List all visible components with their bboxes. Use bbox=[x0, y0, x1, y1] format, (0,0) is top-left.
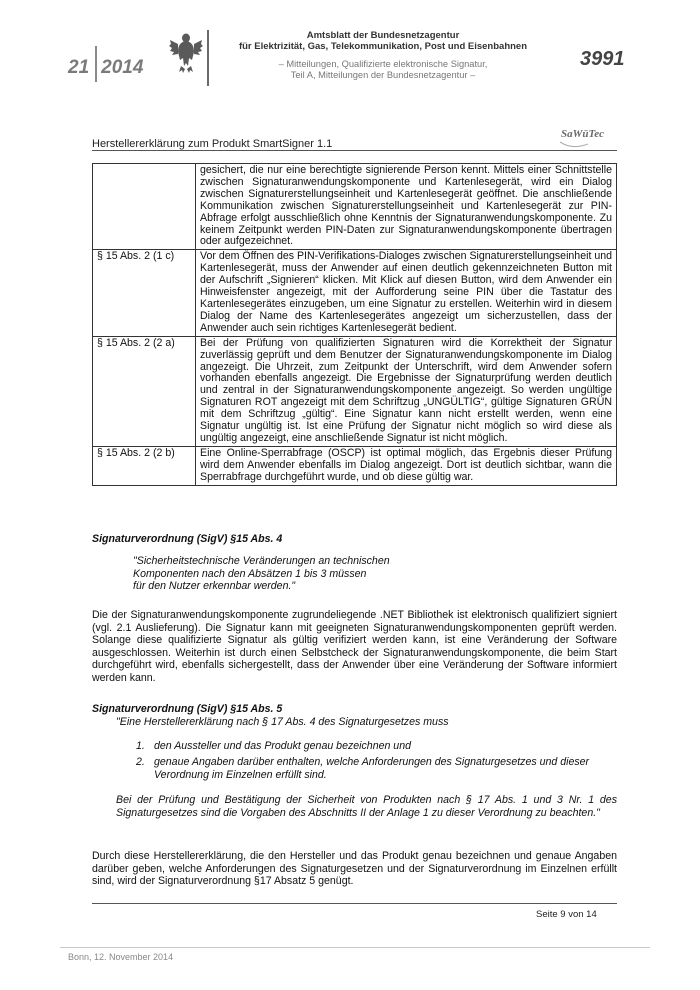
issue-label bbox=[68, 50, 143, 86]
paragraph-sigv-15-5: Durch diese Herstellererklärung, die den Hersteller und das Produkt genau bezeichnen und genaue Angaben darüber geben, welche Anforderungen des Signaturgesetzen und der Signaturverordnung im Einzelnen erfüllt sind, wird der Signaturverordnung §17 Absatz 5 genügt. bbox=[92, 850, 617, 887]
footer-rule bbox=[92, 903, 617, 904]
document-title: Herstellererklärung zum Produkt SmartSigner 1.1 bbox=[92, 138, 333, 150]
section-line-2: Teil A, Mitteilungen der Bundesnetzagentur – bbox=[290, 70, 476, 80]
issue-separator bbox=[95, 46, 97, 82]
quote-sigv-15-4 bbox=[133, 555, 390, 593]
quote-line: "Sicherheitstechnische Veränderungen an technischen bbox=[133, 555, 390, 567]
table-cell-text: Vor dem Öffnen des PIN-Verifikations-Dialoges zwischen Signaturerstellungseinheit und Kartenlesegerät, muss der Anwender auf einen deutlich gekennzeichneten Button mit der Aufschrift „Signieren“ klicken. Mit Klick auf diesen Button, wird dem Anwender ein Hinweisfenster angezeigt, mit der Aufforderung seine PIN über die Tastatur des Kartenlesegerätes einzugeben, um eine Signatur zu erstellen. Weiterhin wird in diesem Dialog der Name des Kartenlesegerätes angezeigt um sicherzustellen, dass der Anwender auch sein richtiges Kartenlesegerät bedient. bbox=[196, 250, 617, 336]
header-rule bbox=[92, 150, 617, 151]
list-item bbox=[136, 740, 617, 753]
list-item-text: genaue Angaben darüber enthalten, welche Anforderungen des Signaturgesetzes und dieser Verordnung im Einzelnen erfüllt sind. bbox=[154, 756, 590, 781]
table-row bbox=[93, 336, 617, 446]
section-heading-sigv-15-4: Signaturverordnung (SigV) §15 Abs. 4 bbox=[92, 533, 283, 545]
issue-year: 2014 bbox=[101, 57, 144, 79]
list-item-number: 2. bbox=[136, 756, 145, 768]
table-cell-ref: § 15 Abs. 2 (1 c) bbox=[93, 250, 196, 336]
logo-text: SaWüTec bbox=[561, 128, 604, 140]
sawutec-logo-icon bbox=[558, 124, 610, 150]
table-cell-ref bbox=[93, 164, 196, 250]
page-of-label: Seite 9 von 14 bbox=[536, 909, 597, 920]
footer-divider bbox=[60, 947, 650, 948]
federal-eagle-icon bbox=[168, 30, 204, 74]
list-item-text: den Aussteller und das Produkt genau bezeichnen und bbox=[154, 740, 411, 752]
table-cell-text: gesichert, die nur eine berechtigte signierende Person kennt. Mittels einer Schnittstelle zwischen Signaturanwendungskomponente und Kartenlesegerät, wird ein Dialog zwischen Signaturerstellungseinheit und Kartenlesegerät geöffnet. Die anschließende Kommunikation zwischen Signaturerstellungseinheit und Kartenlesegerät zur PIN-Abfrage erfolgt ausschließlich ohne Kenntnis der Signaturanwendungskomponente. Zu keinem Zeitpunkt werden PIN-Daten zur Signaturanwendungskomponente übertragen oder aufgezeichnet. bbox=[196, 164, 617, 250]
table-cell-ref: § 15 Abs. 2 (2 b) bbox=[93, 446, 196, 485]
page-number: 3991 bbox=[580, 48, 625, 70]
table-row bbox=[93, 446, 617, 485]
table-cell-ref: § 15 Abs. 2 (2 a) bbox=[93, 336, 196, 446]
paragraph-sigv-15-4: Die der Signaturanwendungskomponente zugrundeliegende .NET Bibliothek ist elektronisch qualifiziert signiert (vgl. 2.1 Auslieferung). Die Signatur kann mit geeigneten Signaturanwendungskomponenten geprüft werden. Solange diese qualifizierte Signatur als gültig verifiziert werden kann, ist eine Veränderung der Software ausgeschlossen. Weiterhin ist durch einen Selbstcheck der Signaturanwendungskomponente, die beim Start durchgeführt wird, ebenfalls sichergestellt, dass der Anwender über eine Veränderung der Software informiert werden kann. bbox=[92, 609, 617, 684]
quote-line: Komponenten nach den Absätzen 1 bis 3 müssen bbox=[133, 567, 367, 580]
quote-line: für den Nutzer erkennbar werden." bbox=[133, 580, 296, 592]
table-cell-text: Bei der Prüfung von qualifizierten Signaturen wird die Korrektheit der Signatur zuverlässig geprüft und dem Benutzer der Signaturanwendungskomponente im Dialog angezeigt. Die Uhrzeit, zum Zeitpunkt der Unterschrift, wird dem Anwender sofern vorhanden ebenfalls angezeigt. Die Ergebnisse der Signaturprüfung werden deutlich und zentral in der Signaturanwendungskomponente angezeigt. So werden ungültige Signaturen ROT angezeigt mit dem Schriftzug „UNGÜLTIG“, gültige Signaturen GRÜN mit dem Schriftzug „gültig“. Eine Signatur kann nicht erstellt werden, wenn eine Signatur ungültig ist. Ist eine Prüfung der Signatur nicht möglich so wird diese als ungültig angezeigt, eine anschließende Signatur ist nicht möglich. bbox=[196, 336, 617, 446]
svg-text:·····: ····· bbox=[588, 144, 593, 148]
section-line-1: – Mitteilungen, Qualifizierte elektronische Signatur, bbox=[278, 59, 488, 69]
header-divider bbox=[207, 30, 209, 86]
section-heading-sigv-15-5: Signaturverordnung (SigV) §15 Abs. 5 bbox=[92, 703, 283, 715]
closing-quote: Bei der Prüfung und Bestätigung der Sicherheit von Produkten nach § 17 Abs. 1 und 3 Nr. 1 des Signaturgesetzes sind die Vorgaben des Abschnitts II der Anlage 1 zu dieser Verordnung zu beachten." bbox=[116, 794, 617, 819]
publication-date: Bonn, 12. November 2014 bbox=[68, 952, 174, 962]
publisher-block bbox=[215, 30, 551, 52]
list-item bbox=[136, 756, 617, 781]
publisher-line-1: Amtsblatt der Bundesnetzagentur bbox=[306, 30, 460, 41]
issue-number: 21 bbox=[68, 57, 90, 79]
requirements-table bbox=[92, 163, 617, 486]
list-item-number: 1. bbox=[136, 740, 145, 752]
table-cell-text: Eine Online-Sperrabfrage (OSCP) ist optimal möglich, das Ergebnis dieser Prüfung wird dem Anwender ebenfalls im Dialog angezeigt. Dort ist deutlich sichtbar, wann die Sperrabfrage durchgeführt wurde, und ob diese gültig war. bbox=[196, 446, 617, 485]
publisher-line-2: für Elektrizität, Gas, Telekommunikation, Post und Eisenbahnen bbox=[238, 41, 528, 52]
table-row bbox=[93, 250, 617, 336]
table-row bbox=[93, 164, 617, 250]
quote-intro: "Eine Herstellererklärung nach § 17 Abs. 4 des Signaturgesetzes muss bbox=[116, 716, 449, 728]
section-block bbox=[215, 59, 551, 81]
